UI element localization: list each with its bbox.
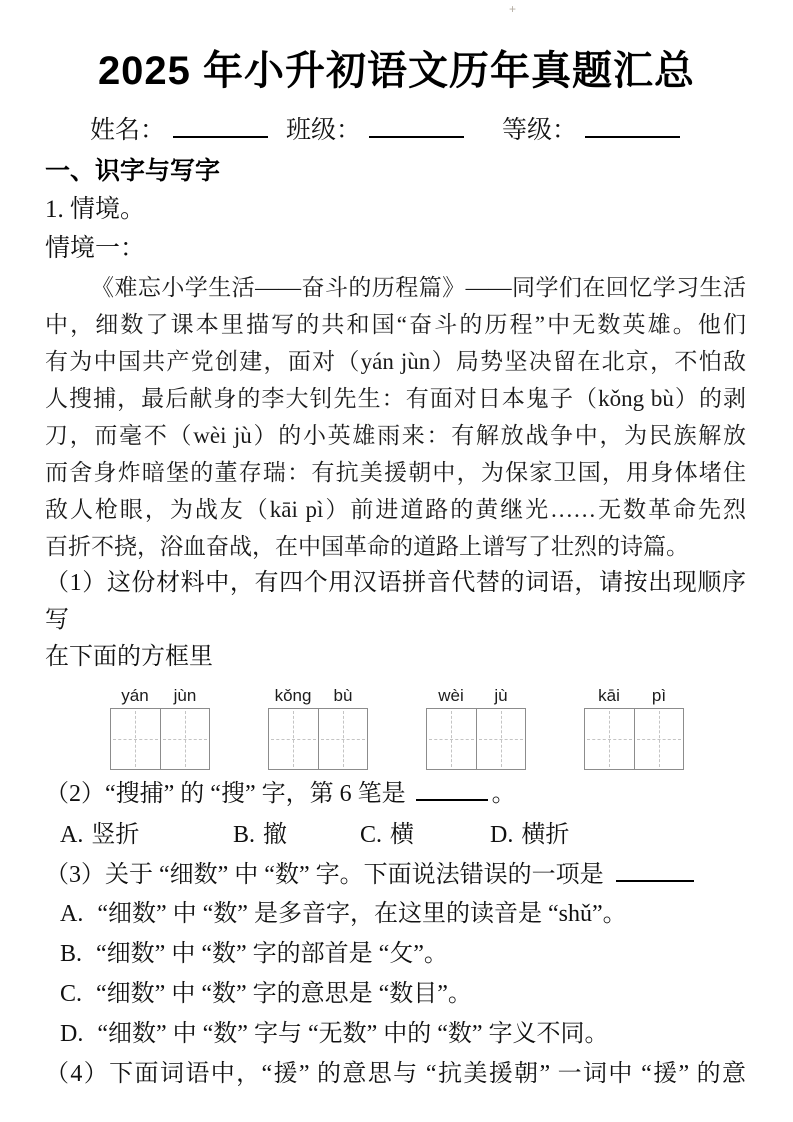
option-key: C. <box>60 980 83 1007</box>
scenario-passage <box>45 269 746 565</box>
pinyin-syllable: bù <box>333 685 353 705</box>
pinyin-syllable: yán <box>121 685 149 705</box>
name-blank-line <box>173 112 268 138</box>
pinyin-syllable: kāi <box>598 685 620 705</box>
pinyin-group-kongbu <box>268 686 368 770</box>
option-text: 竖折 <box>91 821 140 848</box>
class-field <box>286 112 464 146</box>
option-b <box>233 817 360 853</box>
pinyin-group-yanjun <box>110 686 210 770</box>
character-writing-grid <box>110 708 210 770</box>
passage-line-8: 百折不挠，浴血奋战，在中国革命的道路上谱写了壮烈的诗篇。 <box>45 533 689 559</box>
grid-cell <box>634 709 684 769</box>
pinyin-labels <box>268 686 368 706</box>
pinyin-group-weiju <box>426 686 526 770</box>
pinyin-syllable: wèi <box>438 685 464 705</box>
pinyin-syllable: pì <box>651 685 667 705</box>
option-key: A. <box>60 900 84 927</box>
student-info-row <box>90 112 748 146</box>
option-key: B. <box>60 940 83 967</box>
pinyin-syllable: jù <box>494 685 508 705</box>
scenario-1-label: 情境一： <box>45 234 146 262</box>
sub-question-3-stem <box>45 857 746 894</box>
class-label: 班级： <box>286 115 362 144</box>
option-text: “细数” 中 “数” 是多音字，在这里的读音是 “shǔ”。 <box>97 900 627 927</box>
option-text: “细数” 中 “数” 字的意思是 “数目”。 <box>96 980 472 1007</box>
option-text: 撤 <box>263 821 288 848</box>
question-2-options <box>60 817 748 853</box>
grid-cell <box>585 709 634 769</box>
sub-question-1-stem-cont: 在下面的方框里 <box>45 643 213 670</box>
grade-blank-line <box>585 112 680 138</box>
crop-mark: + <box>509 2 517 16</box>
passage-line-3: 有为中国共产党创建，面对（yán jùn）局势坚决留在北京，不怕敌 <box>45 348 746 374</box>
question-3-option-a <box>60 894 748 934</box>
character-writing-grid <box>268 708 368 770</box>
grade-field <box>502 112 680 146</box>
option-key: B. <box>233 821 256 848</box>
grid-cell <box>111 709 160 769</box>
option-d <box>490 817 569 853</box>
option-key: A. <box>60 821 84 848</box>
option-text: 横折 <box>521 821 570 848</box>
option-text: “细数” 中 “数” 字的部首是 “攵”。 <box>96 940 448 967</box>
character-writing-grid <box>584 708 684 770</box>
passage-line-5: 刀，而毫不（wèi jù）的小英雄雨来：有解放战争中，为民族解放 <box>45 422 746 448</box>
grid-cell <box>318 709 368 769</box>
pinyin-labels <box>110 686 210 706</box>
pinyin-writing-row <box>110 686 793 770</box>
grid-cell <box>476 709 526 769</box>
question-3-text: （3）关于 “细数” 中 “数” 字。下面说法错误的一项是 <box>45 861 604 888</box>
option-text: 横 <box>390 821 415 848</box>
question-2-period: 。 <box>491 780 516 807</box>
section-heading: 一、识字与写字 <box>45 156 221 185</box>
answer-blank-line <box>416 776 488 801</box>
option-key: D. <box>490 821 514 848</box>
question-3-option-b <box>60 934 748 974</box>
answer-blank-line <box>616 857 694 882</box>
option-c <box>360 817 490 853</box>
grade-label: 等级： <box>502 115 578 144</box>
pinyin-syllable: kǒng <box>274 685 312 705</box>
name-field <box>90 112 268 146</box>
passage-line-7: 敌人枪眼，为战友（kāi pì）前进道路的黄继光……无数革命先烈 <box>45 496 746 522</box>
passage-line-1: 《难忘小学生活——奋斗的历程篇》——同学们在回忆学习生活 <box>91 274 746 300</box>
question-3-option-d <box>60 1014 748 1054</box>
grid-cell <box>160 709 210 769</box>
sub-question-4-stem: （4）下面词语中，“援” 的意思与 “抗美援朝” 一词中 “援” 的意 <box>45 1060 746 1087</box>
pinyin-syllable: jùn <box>173 685 197 705</box>
pinyin-labels <box>584 686 684 706</box>
option-text: “细数” 中 “数” 字与 “无数” 中的 “数” 字义不同。 <box>97 1020 609 1047</box>
grid-cell <box>269 709 318 769</box>
pinyin-labels <box>426 686 526 706</box>
character-writing-grid <box>426 708 526 770</box>
passage-line-4: 人搜捕，最后献身的李大钊先生：有面对日本鬼子（kǒng bù）的剥 <box>45 385 746 411</box>
name-label: 姓名： <box>90 115 166 144</box>
question-3-option-c <box>60 974 748 1014</box>
sub-question-1-stem: （1）这份材料中，有四个用汉语拼音代替的词语，请按出现顺序写 <box>45 569 746 633</box>
sub-question-2-stem <box>45 776 746 813</box>
option-key: D. <box>60 1020 84 1047</box>
class-blank-line <box>369 112 464 138</box>
grid-cell <box>427 709 476 769</box>
pinyin-group-kaipi <box>584 686 684 770</box>
option-key: C. <box>360 821 383 848</box>
option-a <box>60 817 233 853</box>
passage-line-2: 中，细数了课本里描写的共和国“奋斗的历程”中无数英雄。他们 <box>45 311 746 337</box>
question-2-text: （2）“搜捕” 的 “搜” 字，第 6 笔是 <box>45 780 406 807</box>
passage-line-6: 而舍身炸暗堡的董存瑞：有抗美援朝中，为保家卫国，用身体堵住 <box>45 459 746 485</box>
page-title: 2025 年小升初语文历年真题汇总 <box>97 49 696 93</box>
question-1-label: 1. 情境。 <box>45 195 146 223</box>
